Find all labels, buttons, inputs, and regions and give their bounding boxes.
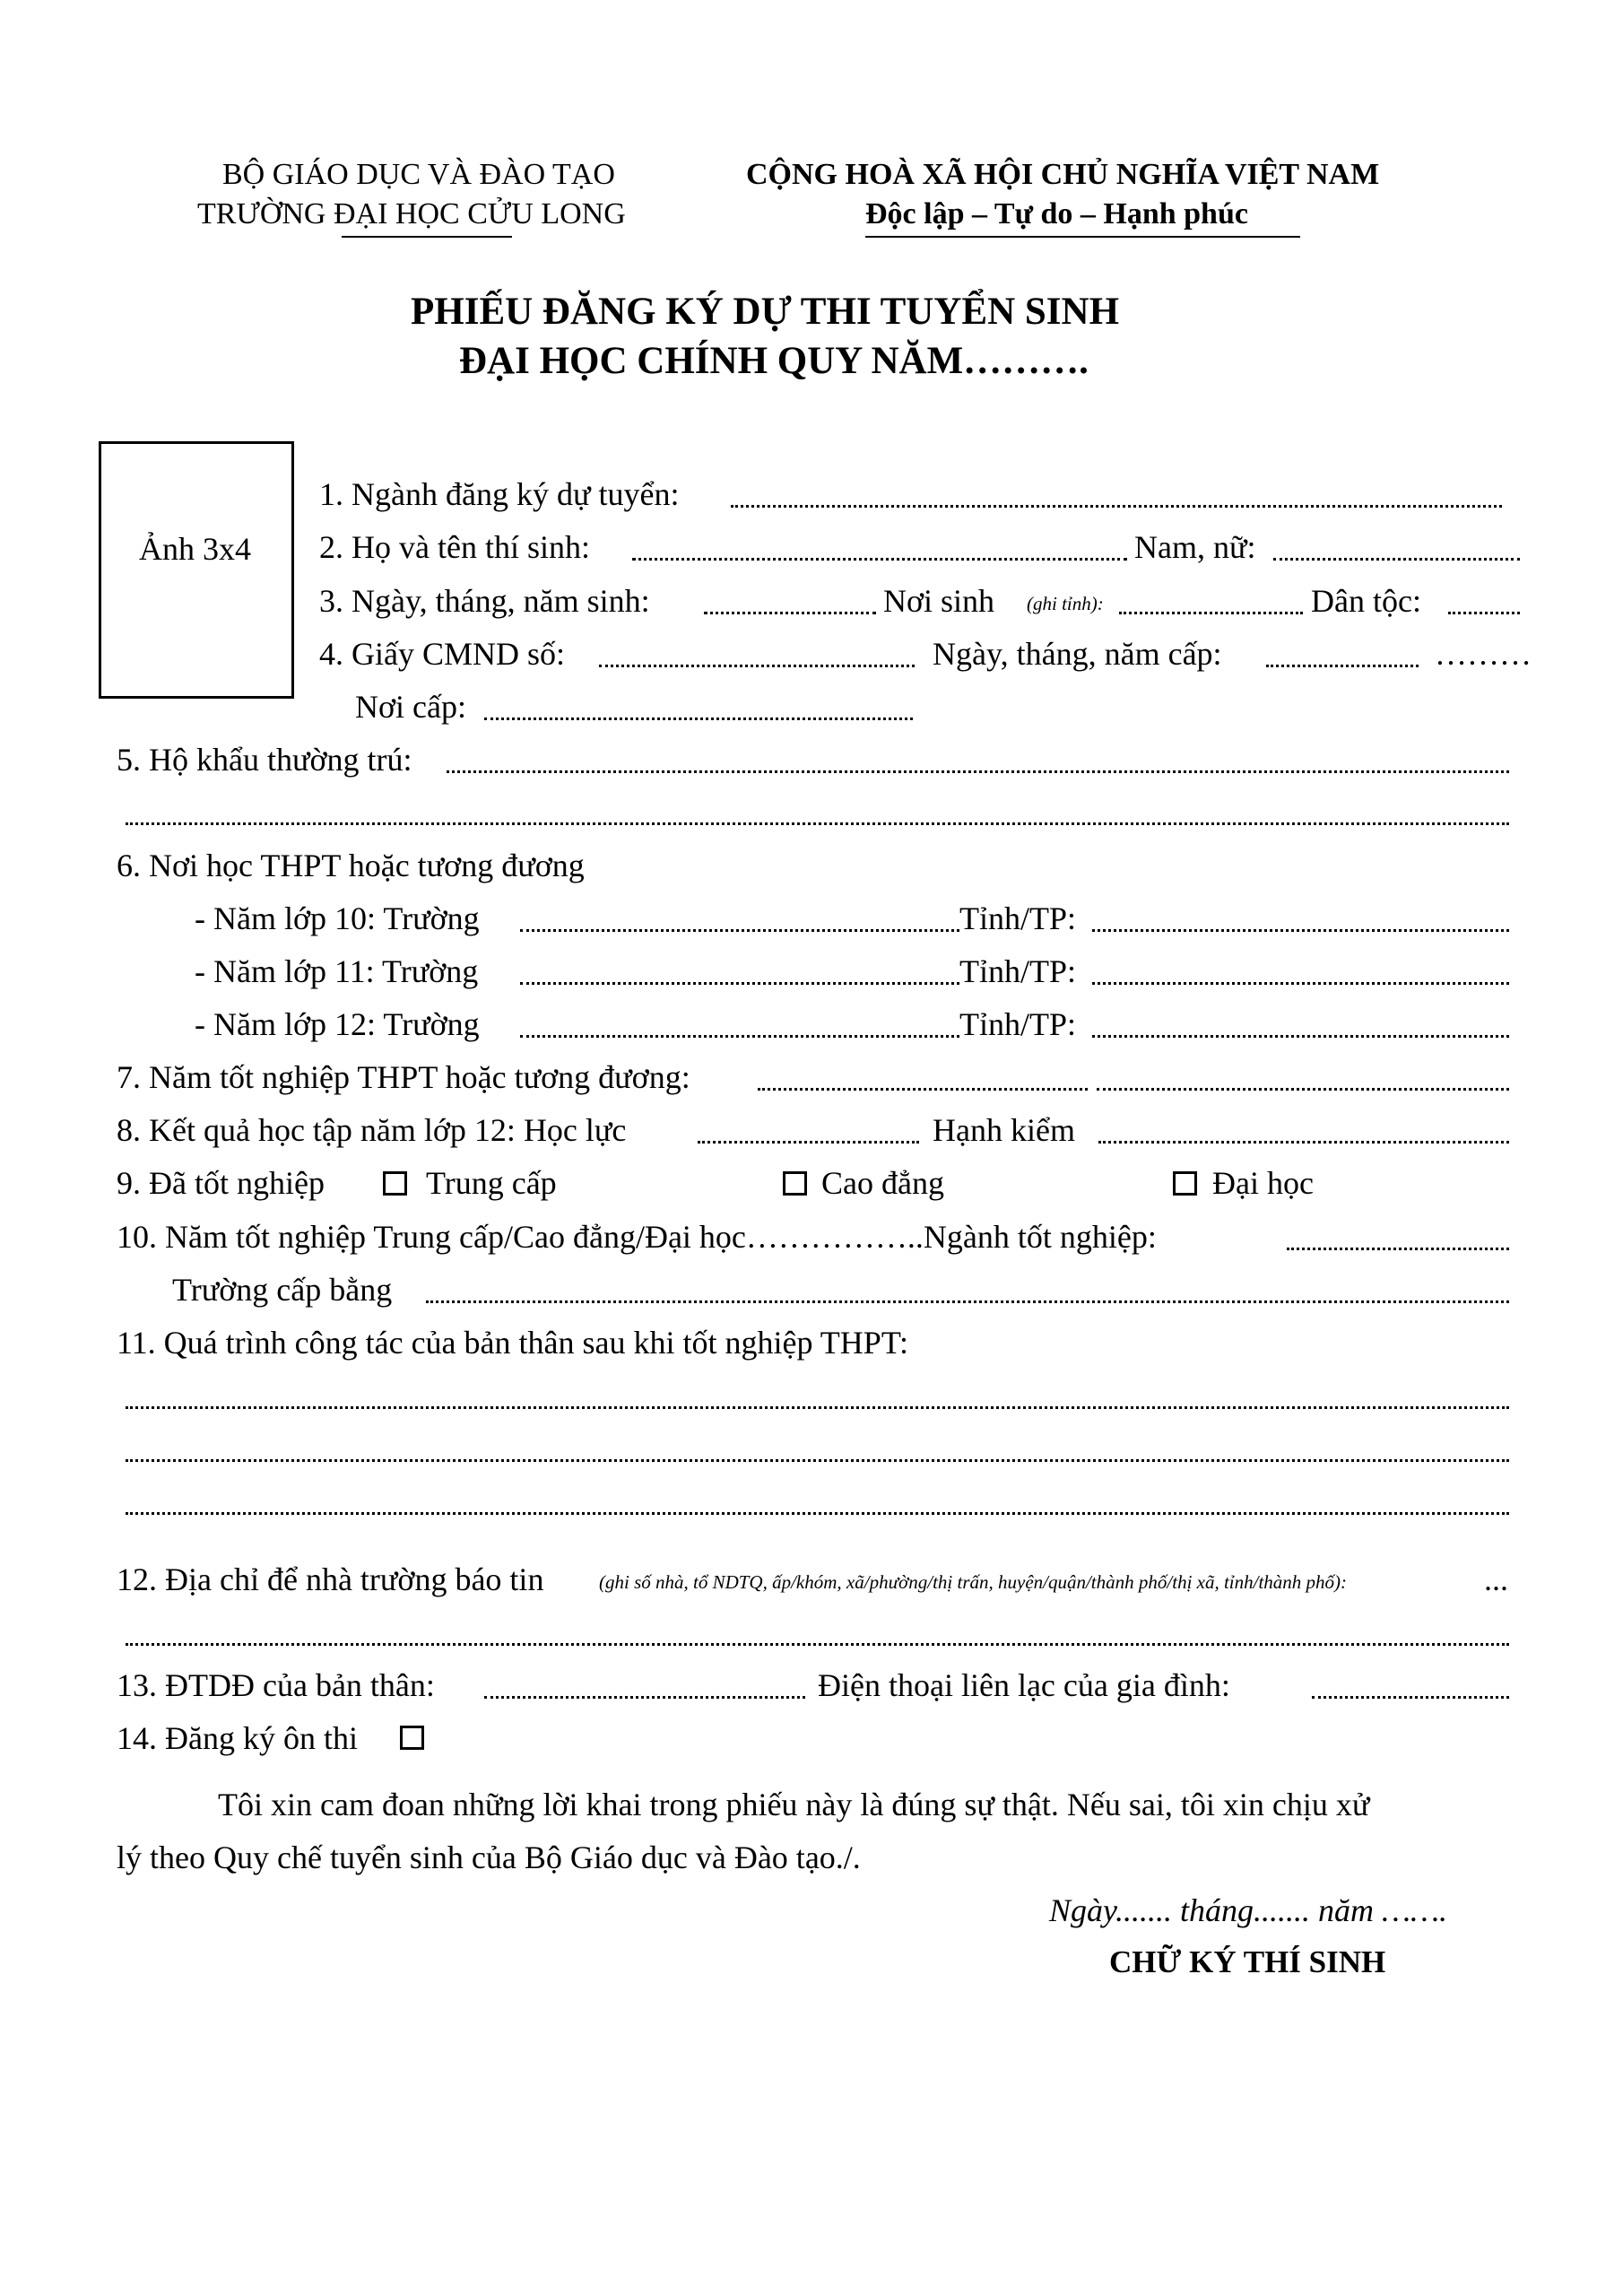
field-4-date-input[interactable] [1266,665,1419,667]
field-6-label: 6. Nơi học THPT hoặc tương đương [117,848,585,883]
checkbox-review-course[interactable] [400,1726,424,1750]
country-name: CỘNG HOÀ XÃ HỘI CHỦ NGHĨA VIỆT NAM [746,158,1380,191]
motto-underline [865,236,1300,238]
field-13-mobile-input[interactable] [484,1696,805,1699]
field-11-line3[interactable] [126,1512,1509,1515]
field-6-grade11-school[interactable] [520,982,959,985]
field-2-input[interactable] [632,558,1127,561]
field-12-input[interactable] [126,1643,1509,1646]
field-13-label: 13. ĐTDĐ của bản thân: [117,1667,435,1703]
field-12-note: (ghi số nhà, tổ NDTQ, ấp/khóm, xã/phường/thị trấn, huyện/quận/thành phố/thị xã, tỉnh/thành phố): [599,1571,1348,1593]
field-9-label: 9. Đã tốt nghiệp [117,1165,325,1201]
field-6-grade11-province-label: Tỉnh/TP: [959,953,1077,989]
declaration-line1: Tôi xin cam đoan những lời khai trong phiếu này là đúng sự thật. Nếu sai, tôi xin chịu xử [218,1787,1370,1822]
field-1-label: 1. Ngành đăng ký dự tuyển: [319,476,680,512]
form-title-line2: ĐẠI HỌC CHÍNH QUY NĂM………. [459,340,1089,382]
checkbox-cao-dang[interactable] [783,1171,807,1196]
option-trung-cap-label: Trung cấp [426,1165,557,1201]
field-2-label: 2. Họ và tên thí sinh: [319,529,590,565]
field-11-line1[interactable] [126,1406,1509,1409]
checkbox-trung-cap[interactable] [383,1171,407,1196]
field-5-input[interactable] [447,770,1509,773]
field-12-ellipsis: ... [1484,1561,1508,1597]
field-4-id-input[interactable] [599,665,915,667]
field-4-label: 4. Giấy CMND số: [319,636,566,672]
option-dai-hoc-label: Đại học [1212,1165,1314,1201]
field-5-label: 5. Hộ khẩu thường trú: [117,742,412,778]
field-3-note: (ghi tỉnh): [1027,593,1104,614]
field-6-grade12-province-label: Tỉnh/TP: [959,1006,1077,1042]
field-6-grade11-province[interactable] [1092,982,1509,985]
field-6-grade12-school[interactable] [520,1035,959,1038]
field-6-grade10-province-label: Tỉnh/TP: [959,900,1077,936]
photo-label: Ảnh 3x4 [139,531,251,567]
field-3-dob-input[interactable] [704,612,876,614]
field-4-date-label: Ngày, tháng, năm cấp: [933,636,1222,672]
field-6-grade12-province[interactable] [1092,1035,1509,1038]
field-5-input-line2[interactable] [126,822,1509,825]
field-3-ethnic-label: Dân tộc: [1311,583,1421,619]
field-2-gender-input[interactable] [1273,558,1520,561]
field-3-birthplace-input[interactable] [1119,612,1303,614]
field-3-ethnic-input[interactable] [1448,612,1520,614]
field-4-ellipsis: ……… [1435,636,1532,672]
field-3-label: 3. Ngày, tháng, năm sinh: [319,583,650,619]
field-13-family-label: Điện thoại liên lạc của gia đình: [818,1667,1230,1703]
field-6-grade10-label: - Năm lớp 10: Trường [195,900,480,936]
field-2-gender-label: Nam, nữ: [1134,529,1256,565]
declaration-line2: lý theo Quy chế tuyển sinh của Bộ Giáo dục và Đào tạo./. [117,1839,861,1875]
motto: Độc lập – Tự do – Hạnh phúc [865,197,1248,230]
field-3-birthplace-label: Nơi sinh [883,583,995,619]
university-underline [342,236,512,238]
field-6-grade10-school[interactable] [520,929,959,932]
field-14-label: 14. Đăng ký ôn thi [117,1720,358,1756]
field-6-grade11-label: - Năm lớp 11: Trường [195,953,479,989]
field-4-place-label: Nơi cấp: [355,689,466,725]
field-6-grade10-province[interactable] [1092,929,1509,932]
field-10-major-input[interactable] [1287,1248,1509,1250]
field-1-input[interactable] [731,505,1502,508]
signature-date: Ngày....... tháng....... năm ……. [1049,1892,1448,1928]
checkbox-dai-hoc[interactable] [1173,1171,1197,1196]
photo-box [99,441,294,699]
form-title-line1: PHIẾU ĐĂNG KÝ DỰ THI TUYỂN SINH [411,291,1120,333]
field-8-conduct-label: Hạnh kiểm [933,1112,1075,1148]
field-11-line2[interactable] [126,1459,1509,1462]
field-11-label: 11. Quá trình công tác của bản thân sau khi tốt nghiệp THPT: [117,1325,909,1361]
field-8-conduct-input[interactable] [1098,1141,1509,1144]
field-7-input[interactable] [758,1088,1088,1091]
signature-label: CHỮ KÝ THÍ SINH [1109,1944,1386,1979]
option-cao-dang-label: Cao đẳng [821,1165,944,1201]
field-4-place-input[interactable] [484,718,913,720]
field-8-label: 8. Kết quả học tập năm lớp 12: Học lực [117,1112,627,1148]
field-10-label: 10. Năm tốt nghiệp Trung cấp/Cao đẳng/Đại học……………..Ngành tốt nghiệp: [117,1219,1157,1255]
field-8-academic-input[interactable] [698,1141,919,1144]
field-7-label: 7. Năm tốt nghiệp THPT hoặc tương đương: [117,1059,690,1095]
field-10-school-label: Trường cấp bằng [172,1272,393,1308]
field-13-family-input[interactable] [1312,1696,1509,1699]
ministry-name: BỘ GIÁO DỤC VÀ ĐÀO TẠO [222,158,615,191]
field-7-input-b[interactable] [1097,1088,1509,1091]
field-10-school-input[interactable] [426,1300,1509,1303]
field-12-label: 12. Địa chỉ để nhà trường báo tin [117,1561,544,1597]
university-name: TRƯỜNG ĐẠI HỌC CỬU LONG [197,197,626,230]
field-6-grade12-label: - Năm lớp 12: Trường [195,1006,480,1042]
